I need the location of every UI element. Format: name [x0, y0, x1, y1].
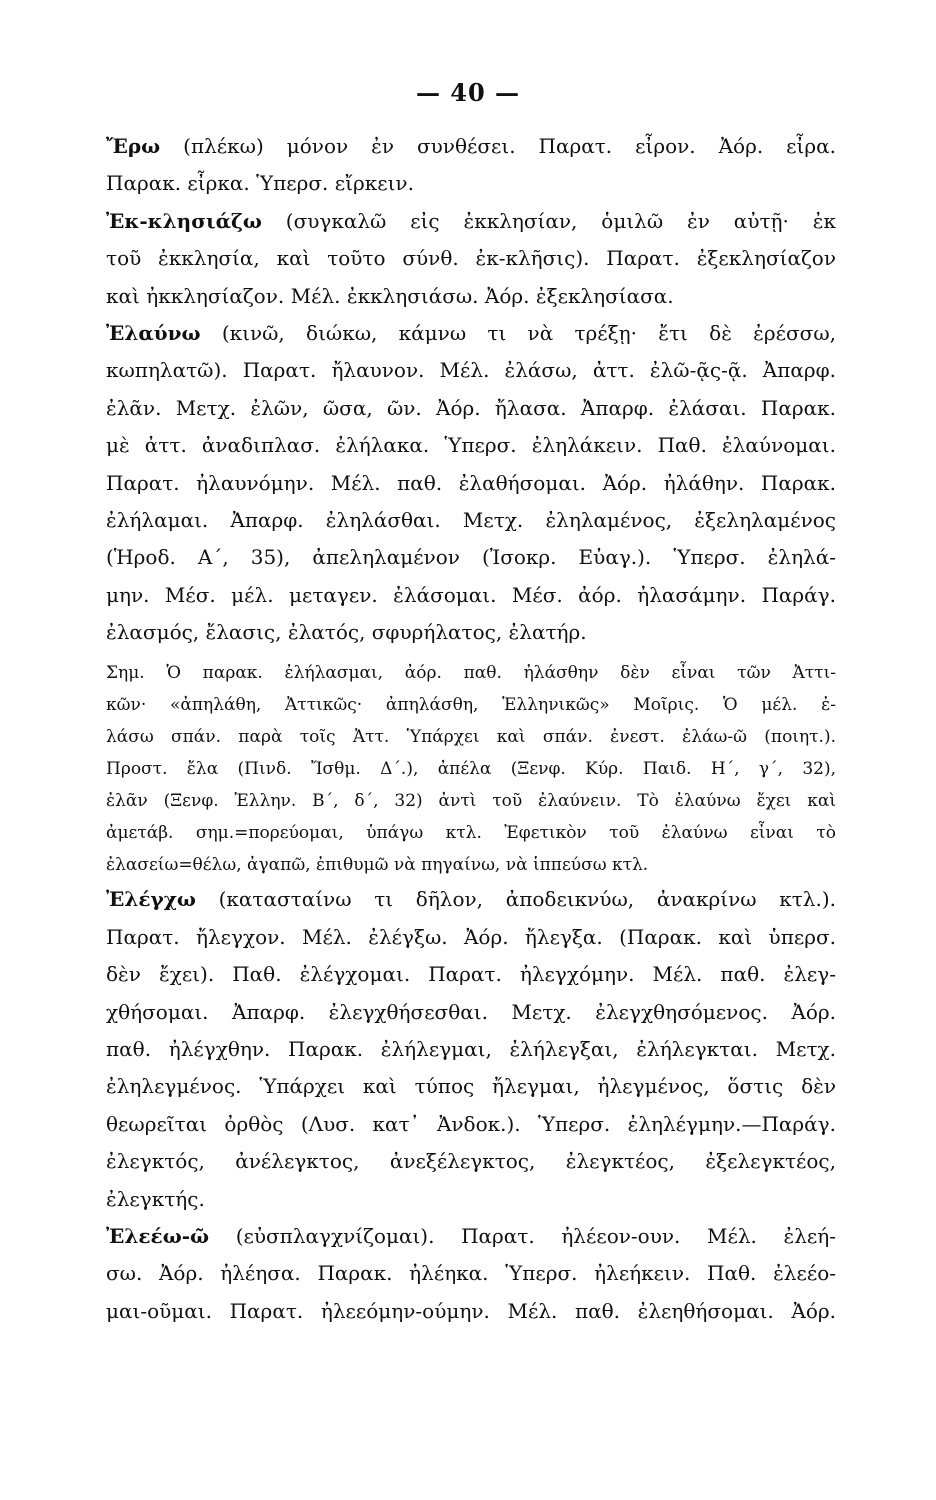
note-line: κῶν· «ἀπηλάθη, Ἀττικῶς· ἀπηλάσθη, Ἑλληνικῶς» Μοῖρις. Ὁ μέλ. ἐ-	[106, 695, 836, 716]
text-line: ἐλᾶν. Μετχ. ἐλῶν, ῶσα, ῶν. Ἀόρ. ἤλασα. Ἀπαρφ. ἐλάσαι. Παρακ.	[106, 395, 836, 420]
text-line: κωπηλατῶ). Παρατ. ἤλαυνον. Μέλ. ἐλάσω, ἀττ. ἐλῶ-ᾷς-ᾷ. Ἀπαρφ.	[106, 358, 836, 383]
usage-note	[106, 657, 836, 881]
text-line: τοῦ ἐκκλησία, καὶ τοῦτο σύνθ. ἐκ-κλῆσις). Παρατ. ἐξεκλησίαζον	[106, 246, 836, 271]
headword: Ἐλεέω-ῶ	[106, 1223, 210, 1248]
text-line: Ἐκ-κλησιάζω (συγκαλῶ εἰς ἐκκλησίαν, ὁμιλῶ ἐν αὐτῇ· ἐκ	[106, 208, 836, 233]
text-line: Παρατ. ἤλεγχον. Μέλ. ἐλέγξω. Ἀόρ. ἤλεγξα. (Παρακ. καὶ ὑπερσ.	[106, 924, 836, 949]
headword: Ἔρω	[106, 134, 161, 158]
note-line: λάσω σπάν. παρὰ τοῖς Ἀττ. Ὑπάρχει καὶ σπάν. ἐνεστ. ἐλάω-ῶ (ποιητ.).	[106, 727, 836, 748]
entry-elauno	[106, 315, 836, 882]
entry-ero	[106, 128, 836, 203]
text-line: ἐλήλαμαι. Ἀπαρφ. ἐληλάσθαι. Μετχ. ἐληλαμένος, ἐξεληλαμένος	[106, 507, 836, 532]
text-line: Ἐλέγχω (κατασταίνω τι δῆλον, ἀποδεικνύω, ἀνακρίνω κτλ.).	[106, 887, 836, 912]
text-line: Ἐλεέω-ῶ (εὐσπλαγχνίζομαι). Παρατ. ἠλέεον-ουν. Μέλ. ἐλεή-	[106, 1223, 836, 1248]
dictionary-text	[106, 128, 836, 1330]
text-line: σω. Ἀόρ. ἠλέησα. Παρακ. ἠλέηκα. Ὑπερσ. ἠλεήκειν. Παθ. ἐλεέο-	[106, 1261, 836, 1286]
headword: Ἐλέγχω	[106, 887, 196, 912]
note-line: ἀμετάβ. σημ.=πορεύομαι, ὑπάγω κτλ. Ἐφετικὸν τοῦ ἐλαύνω εἶναι τὸ	[106, 823, 836, 844]
text-line: μὲ ἀττ. ἀναδιπλασ. ἐλήλακα. Ὑπερσ. ἐληλάκειν. Παθ. ἐλαύνομαι.	[106, 433, 836, 458]
text-line: ἐληλεγμένος. Ὑπάρχει καὶ τύπος ἤλεγμαι, ἠλεγμένος, ὅστις δὲν	[106, 1074, 836, 1099]
note-line: Προστ. ἔλα (Πινδ. Ἴσθμ. Δ΄.), ἀπέλα (Ξενφ. Κύρ. Παιδ. Η΄, γ΄, 32),	[106, 759, 836, 780]
text-line: (Ἡροδ. Α΄, 35), ἀπεληλαμένον (Ἰσοκρ. Εὐαγ.). Ὑπερσ. ἐληλά-	[106, 545, 836, 570]
text-line: ἐλασμός, ἔλασις, ἐλατός, σφυρήλατος, ἐλατήρ.	[106, 620, 587, 645]
entry-ekklesiazo	[106, 203, 836, 315]
note-line: Σημ. Ὁ παρακ. ἐλήλασμαι, ἀόρ. παθ. ἠλάσθην δὲν εἶναι τῶν Ἀττι-	[106, 663, 836, 684]
text-line: χθήσομαι. Ἀπαρφ. ἐλεγχθήσεσθαι. Μετχ. ἐλεγχθησόμενος. Ἀόρ.	[106, 999, 836, 1024]
text-line: παθ. ἠλέγχθην. Παρακ. ἐλήλεγμαι, ἐλήλεγξαι, ἐλήλεγκται. Μετχ.	[106, 1037, 836, 1062]
text-line: Ἐλαύνω (κινῶ, διώκω, κάμνω τι νὰ τρέξῃ· ἔτι δὲ ἐρέσσω,	[106, 320, 836, 345]
text-line: δὲν ἔχει). Παθ. ἐλέγχομαι. Παρατ. ἠλεγχόμην. Μέλ. παθ. ἐλεγ-	[106, 962, 836, 987]
text-line: ἐλεγκτής.	[106, 1186, 205, 1211]
text-line: μην. Μέσ. μέλ. μεταγεν. ἐλάσομαι. Μέσ. ἀόρ. ἠλασάμην. Παράγ.	[106, 582, 836, 607]
text-line: Παρακ. εἶρκα. Ὑπερσ. εἴρκειν.	[106, 171, 414, 196]
headword: Ἐκ-κλησιάζω	[106, 208, 262, 233]
text-line: ἐλεγκτός, ἀνέλεγκτος, ἀνεξέλεγκτος, ἐλεγκτέος, ἐξελεγκτέος,	[106, 1149, 836, 1174]
entry-eleeo	[106, 1218, 836, 1330]
text-line: μαι-οῦμαι. Παρατ. ἠλεεόμην-ούμην. Μέλ. παθ. ἐλεηθήσομαι. Ἀόρ.	[106, 1298, 836, 1323]
entry-elegcho	[106, 881, 836, 1218]
text-line: Ἔρω (πλέκω) μόνον ἐν συνθέσει. Παρατ. εἶρον. Ἀόρ. εἶρα.	[106, 134, 836, 158]
note-line: ἐλασείω=θέλω, ἀγαπῶ, ἐπιθυμῶ νὰ πηγαίνω, νὰ ἱππεύσω κτλ.	[106, 855, 649, 876]
text-line: θεωρεῖται ὀρθὸς (Λυσ. κατ᾽ Ἀνδοκ.). Ὑπερσ. ἐληλέγμην.—Παράγ.	[106, 1111, 836, 1136]
text-line: καὶ ἠκκλησίαζον. Μέλ. ἐκκλησιάσω. Ἀόρ. ἐξεκλησίασα.	[106, 283, 674, 308]
note-line: ἐλᾶν (Ξενφ. Ἑλλην. Β΄, δ΄, 32) ἀντὶ τοῦ ἐλαύνειν. Τὸ ἐλαύνω ἔχει καὶ	[106, 791, 836, 812]
page-number: — 40 —	[415, 78, 521, 107]
text-line: Παρατ. ἠλαυνόμην. Μέλ. παθ. ἐλαθήσομαι. Ἀόρ. ἠλάθην. Παρακ.	[106, 470, 836, 495]
headword: Ἐλαύνω	[106, 320, 201, 345]
